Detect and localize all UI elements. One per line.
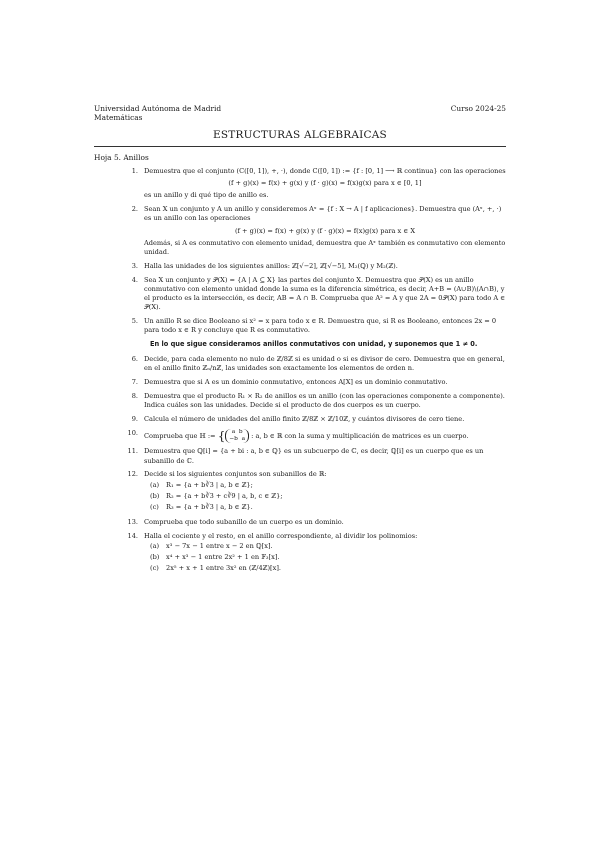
document-title: ESTRUCTURAS ALGEBRAICAS (213, 129, 387, 141)
exercise-number: 3. (131, 261, 138, 270)
matrix-entry: a (241, 435, 246, 442)
exercise-item (94, 276, 506, 313)
exercise-item (94, 378, 506, 387)
university-name: Universidad Autónoma de Madrid (94, 104, 222, 113)
exercise-item (94, 392, 506, 410)
sub-item-text: 2x⁵ + x + 1 entre 3x² en (ℤ/4ℤ)[x]. (166, 563, 281, 572)
matrix-entry: −b (229, 435, 238, 442)
sub-item (150, 503, 506, 512)
exercise-item (94, 470, 506, 513)
exercise-number: 10. (127, 428, 138, 437)
exercise-number: 1. (131, 167, 138, 175)
quaternion-matrix (225, 429, 249, 443)
exercise-number: 14. (127, 531, 138, 540)
exercise-number: 7. (131, 378, 138, 387)
set-brace-open: { (217, 428, 226, 443)
exercise-number: 6. (131, 355, 138, 364)
exercise-text: Sean X un conjunto y A un anillo y consideremos Aˣ = {f : X → A | f aplicaciones}. Demuestra que (Aˣ, +, ·) es un anillo con las operaciones (144, 205, 502, 223)
exercise-text: Demuestra que el producto R₁ × R₂ de anillos es un anillo (con las operaciones componente a componente). Indica cuáles son las unidades. Decide si el producto de dos cuerpos es un cuerpo. (144, 392, 505, 410)
sub-item-label: (a) (150, 542, 160, 551)
exercise-number: 2. (131, 205, 138, 214)
exercise-text: Demuestra que el conjunto (C([0, 1]), +, ·), donde C([0, 1]) := {f : [0, 1] ⟶ ℝ continua} con las operaciones (144, 167, 506, 175)
sub-item-text: R₁ = {a + b∛3 | a, b ∈ ℤ}; (166, 481, 253, 490)
sub-item-text: x³ − 7x − 1 entre x − 2 en ℚ[x]. (166, 542, 273, 551)
exercise-item (94, 317, 506, 335)
sub-item-text: R₂ = {a + b∛3 + c∛9 | a, b, c ∈ ℤ}; (166, 491, 283, 500)
sub-item (150, 553, 506, 562)
convention-note: En lo que sigue consideramos anillos conmutativos con unidad, y suponemos que 1 ≠ 0. (150, 340, 478, 349)
exercise-text-pre: Comprueba que ℍ := (144, 431, 216, 440)
sub-item (150, 564, 506, 573)
exercise-item (94, 167, 506, 201)
exercise-text-post: : a, b ∈ ℝ con la suma y multiplicación de matrices es un cuerpo. (251, 431, 469, 440)
sub-item-label: (b) (150, 553, 160, 562)
sub-item (150, 481, 506, 490)
exercise-item (94, 532, 506, 575)
exercise-item (94, 355, 506, 373)
exercise-item (94, 415, 506, 424)
exercise-item (94, 518, 506, 527)
exercise-text: Halla el cociente y el resto, en el anillo correspondiente, al dividir los polinomios: (144, 531, 418, 540)
exercise-text: Decide, para cada elemento no nulo de ℤ/8ℤ si es unidad o si es divisor de cero. Demuestra que en general, en el anillo finito ℤₙ/nℤ, las unidades son exactamente los elementos de orden n. (144, 355, 505, 373)
sheet-title: Hoja 5. Anillos (94, 153, 149, 162)
exercise-text: Decide si los siguientes conjuntos son subanillos de ℝ: (144, 470, 327, 479)
sub-item (150, 492, 506, 501)
exercise-equation: (f + g)(x) = f(x) + g(x) y (f · g)(x) = f(x)g(x) para x ∈ X (234, 226, 416, 235)
exercise-text: Comprueba que todo subanillo de un cuerpo es un dominio. (144, 517, 344, 526)
exercise-item (94, 205, 506, 257)
title-rule (94, 146, 506, 147)
exercise-item (94, 447, 506, 465)
exercise-text-after: es un anillo y di qué tipo de anillo es. (144, 191, 269, 200)
exercise-text-after: Además, si A es conmutativo con elemento unidad, demuestra que Aˣ también es conmutativo con elemento unidad. (144, 238, 506, 257)
exercise-number: 8. (131, 392, 138, 401)
sub-item-label: (b) (150, 491, 160, 500)
exercise-text: Calcula el número de unidades del anillo finito ℤ/8ℤ × ℤ/10ℤ, y cuántos divisores de cero tiene. (144, 415, 465, 424)
exercise-item (94, 429, 506, 443)
header (94, 104, 506, 122)
department-name: Matemáticas (94, 113, 143, 122)
course-year: Curso 2024-25 (450, 104, 506, 113)
exercise-number: 13. (127, 517, 138, 526)
header-left (94, 104, 221, 122)
exercise-text: Demuestra que si A es un dominio conmutativo, entonces A[X] es un dominio conmutativo. (144, 378, 448, 387)
matrix-entry: a (231, 428, 236, 435)
exercise-number: 12. (127, 470, 138, 479)
exercise-equation: (f + g)(x) = f(x) + g(x) y (f · g)(x) = f(x)g(x) para x ∈ [0, 1] (228, 179, 422, 188)
exercise-number: 4. (131, 275, 138, 284)
exercise-text: Demuestra que ℚ[i] = {a + bi : a, b ∈ ℚ} es un subcuerpo de ℂ, es decir, ℚ[i] es un cuerpo que es un subanillo de ℂ. (144, 447, 484, 465)
exercise-item (94, 262, 506, 271)
exercise-text: Sea X un conjunto y 𝒫(X) = {A | A ⊆ X} las partes del conjunto X. Demuestra que 𝒫(X) es un anillo conmutativo con elemento unidad donde la suma es la diferencia simétrica, es decir, A+B = (A∪B)\(A∩B), y el producto es la intersección, es decir, AB = A ∩ B. Comprueba que A² = A y que 2A = 0𝒫(X) para todo A ∈ 𝒫(X). (144, 275, 506, 312)
matrix-entry: b (238, 428, 243, 435)
exercise-list (94, 167, 506, 574)
sub-item-label: (c) (150, 563, 159, 572)
exercise-text: Un anillo R se dice Booleano si x² = x para todo x ∈ R. Demuestra que, si R es Booleano, entonces 2x = 0 para todo x ∈ R y concluye que R es conmutativo. (144, 317, 497, 335)
exercise-number: 11. (127, 447, 138, 456)
sub-item-label: (c) (150, 502, 159, 511)
sub-item-text: x⁴ + x³ − 1 entre 2x² + 1 en 𝔽₃[x]. (166, 553, 280, 562)
exercise-number: 5. (131, 317, 138, 326)
sub-item (150, 542, 506, 551)
exercise-text: Halla las unidades de los siguientes anillos: ℤ[√−2], ℤ[√−5], M₂(ℚ) y M₂(ℤ). (144, 261, 398, 270)
sub-item-text: R₃ = {a + b∛3 | a, b ∈ ℤ}. (166, 502, 253, 511)
sub-item-label: (a) (150, 481, 160, 490)
exercise-number: 9. (131, 415, 138, 424)
